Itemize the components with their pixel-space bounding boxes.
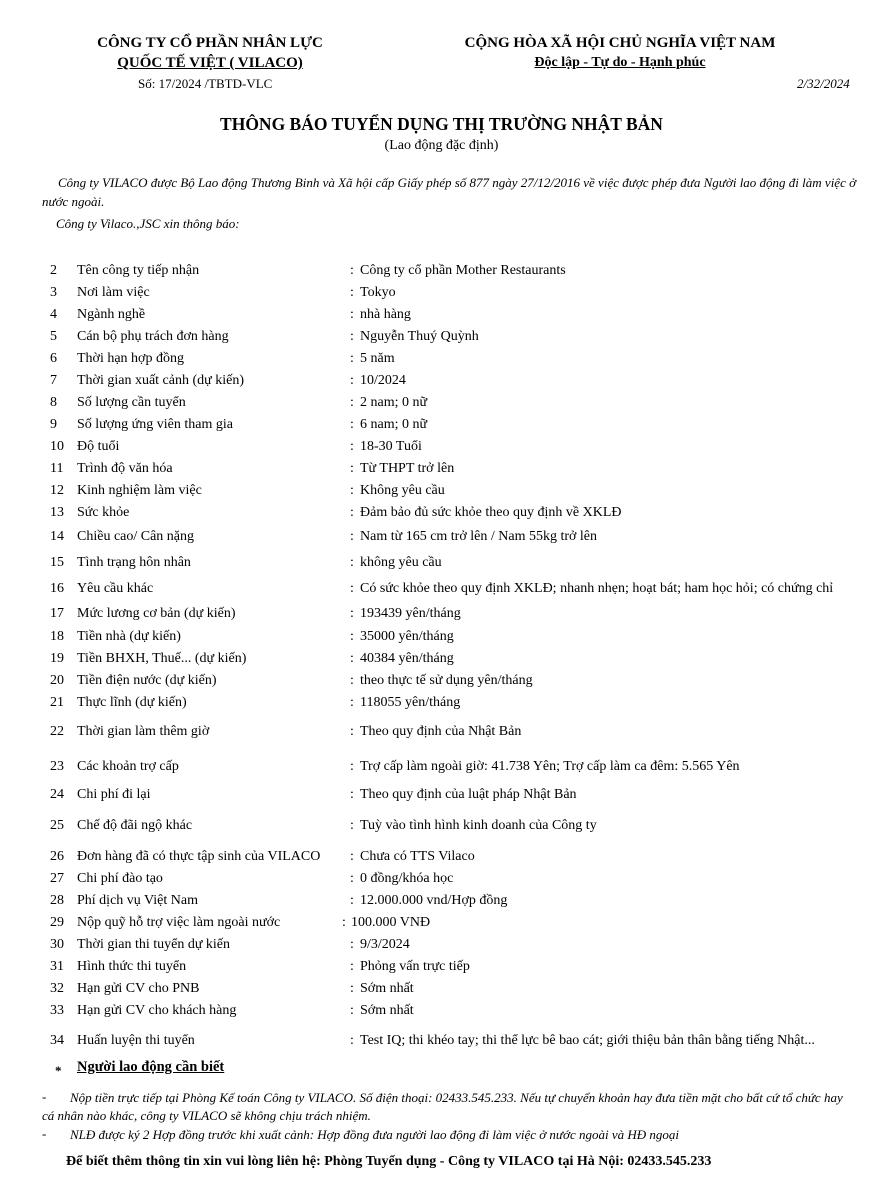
row-label: Ngành nghề <box>77 307 146 322</box>
row-value: 40384 yên/tháng <box>360 651 454 666</box>
info-row <box>0 329 883 351</box>
row-number: 20 <box>50 673 64 688</box>
row-colon: : <box>350 483 354 498</box>
info-row <box>0 937 883 959</box>
row-colon: : <box>342 915 346 930</box>
row-value: Tokyo <box>360 285 396 300</box>
info-row <box>0 959 883 981</box>
info-row <box>0 695 883 717</box>
row-number: 12 <box>50 483 64 498</box>
row-value: 18-30 Tuổi <box>360 439 422 454</box>
row-colon: : <box>350 329 354 344</box>
info-row <box>0 629 883 651</box>
contact-footer: Để biết thêm thông tin xin vui lòng liên hệ: Phòng Tuyển dụng - Công ty VILACO tại Hà Nội: 02433.545.233 <box>66 1154 712 1169</box>
info-row <box>0 818 883 840</box>
row-label: Kinh nghiệm làm việc <box>77 483 202 498</box>
row-number: 15 <box>50 555 64 570</box>
row-number: 25 <box>50 818 64 833</box>
info-row <box>0 787 883 809</box>
info-row <box>0 505 883 527</box>
row-number: 22 <box>50 724 64 739</box>
note-payment: Nộp tiền trực tiếp tại Phòng Kế toán Công ty VILACO. Số điện thoại: 02433.545.233. Nếu tự chuyển khoản hay đưa tiền mặt cho bất cứ tổ chức hay cá nhân nào khác, công ty VILACO sẽ không chịu trách nhiệm. <box>42 1090 843 1123</box>
note1-dash: - <box>42 1089 47 1104</box>
row-label: Đơn hàng đã có thực tập sinh của VILACO <box>77 849 321 864</box>
info-row <box>0 307 883 329</box>
national-motto: Độc lập - Tự do - Hạnh phúc <box>534 55 706 70</box>
row-label: Thực lĩnh (dự kiến) <box>77 695 187 710</box>
row-number: 9 <box>50 417 57 432</box>
row-label: Trình độ văn hóa <box>77 461 173 476</box>
info-row <box>0 285 883 307</box>
info-row <box>0 893 883 915</box>
info-row <box>0 395 883 417</box>
row-value: Công ty cổ phần Mother Restaurants <box>360 263 566 278</box>
row-number: 30 <box>50 937 64 952</box>
row-number: 14 <box>50 529 64 544</box>
row-number: 10 <box>50 439 64 454</box>
row-number: 13 <box>50 505 64 520</box>
row-colon: : <box>350 937 354 952</box>
row-label: Yêu cầu khác <box>77 581 154 596</box>
intro-paragraph: Công ty VILACO được Bộ Lao động Thương Binh và Xã hội cấp Giấy phép số 877 ngày 27/12/2016 về việc được phép đưa Người lao động đi làm việc ở nước ngoài. <box>42 175 857 209</box>
row-label: Tên công ty tiếp nhận <box>77 263 200 278</box>
announcement-line: Công ty Vilaco.,JSC xin thông báo: <box>56 216 240 231</box>
row-colon: : <box>350 417 354 432</box>
row-label: Thời hạn hợp đồng <box>77 351 184 366</box>
row-colon: : <box>350 439 354 454</box>
row-colon: : <box>350 629 354 644</box>
document-date: 2/32/2024 <box>797 76 850 91</box>
row-number: 11 <box>50 461 64 476</box>
row-label: Nộp quỹ hỗ trợ việc làm ngoài nước <box>77 915 281 930</box>
row-number: 23 <box>50 759 64 774</box>
row-label: Nơi làm việc <box>77 285 150 300</box>
row-label: Hình thức thi tuyển <box>77 959 187 974</box>
row-value: 0 đồng/khóa học <box>360 871 454 886</box>
row-value: 12.000.000 vnd/Hợp đồng <box>360 893 508 908</box>
row-value: Test IQ; thi khéo tay; thi thể lực bê bao cát; giới thiệu bản thân bằng tiếng Nhật... <box>360 1033 815 1048</box>
row-value: Phỏng vấn trực tiếp <box>360 959 470 974</box>
info-row <box>0 981 883 1003</box>
row-label: Chi phí đào tạo <box>77 871 163 886</box>
row-value: nhà hàng <box>360 307 411 322</box>
notes-heading: Người lao động cần biết <box>77 1059 225 1075</box>
row-label: Chiều cao/ Cân nặng <box>77 529 195 544</box>
row-number: 24 <box>50 787 64 802</box>
info-row <box>0 915 883 937</box>
row-number: 3 <box>50 285 57 300</box>
row-label: Chi phí đi lại <box>77 787 151 802</box>
row-colon: : <box>350 981 354 996</box>
info-row <box>0 461 883 483</box>
row-colon: : <box>350 818 354 833</box>
row-colon: : <box>350 695 354 710</box>
row-value: 193439 yên/tháng <box>360 606 461 621</box>
row-number: 17 <box>50 606 64 621</box>
row-value: Tuỳ vào tình hình kinh doanh của Công ty <box>360 818 597 833</box>
row-colon: : <box>350 606 354 621</box>
row-colon: : <box>350 787 354 802</box>
row-label: Mức lương cơ bản (dự kiến) <box>77 606 236 621</box>
row-value: Đảm bảo đủ sức khỏe theo quy định về XKLĐ <box>360 505 622 520</box>
row-label: Tiền nhà (dự kiến) <box>77 629 181 644</box>
info-row <box>0 555 883 577</box>
row-number: 18 <box>50 629 64 644</box>
row-colon: : <box>350 871 354 886</box>
row-value: Sớm nhất <box>360 981 414 996</box>
republic-title: CỘNG HÒA XÃ HỘI CHỦ NGHĨA VIỆT NAM <box>464 35 776 51</box>
row-label: Phí dịch vụ Việt Nam <box>77 893 199 908</box>
row-number: 7 <box>50 373 57 388</box>
page-subtitle: (Lao động đặc định) <box>384 138 499 153</box>
row-value: 118055 yên/tháng <box>360 695 461 710</box>
row-number: 28 <box>50 893 64 908</box>
row-number: 26 <box>50 849 64 864</box>
note-bullet: * <box>55 1063 62 1078</box>
info-row <box>0 263 883 285</box>
row-value: Sớm nhất <box>360 1003 414 1018</box>
row-value: không yêu cầu <box>360 555 442 570</box>
row-colon: : <box>350 529 354 544</box>
row-colon: : <box>350 724 354 739</box>
row-number: 31 <box>50 959 64 974</box>
row-value: Theo quy định của luật pháp Nhật Bản <box>360 787 577 802</box>
row-colon: : <box>350 263 354 278</box>
info-row <box>0 724 883 746</box>
row-colon: : <box>350 505 354 520</box>
info-row <box>0 1033 883 1055</box>
note-contracts: NLĐ được ký 2 Hợp đồng trước khi xuất cảnh: Hợp đồng đưa người lao động đi làm việc ở nước ngoài và HĐ ngoại <box>70 1127 679 1142</box>
company-name-line2: QUỐC TẾ VIỆT ( VILACO) <box>117 55 303 71</box>
row-value: 2 nam; 0 nữ <box>360 395 428 410</box>
row-label: Huấn luyện thi tuyển <box>77 1033 195 1048</box>
row-number: 34 <box>50 1033 64 1048</box>
row-label: Độ tuổi <box>77 439 120 454</box>
row-colon: : <box>350 849 354 864</box>
info-row <box>0 759 883 781</box>
row-colon: : <box>350 673 354 688</box>
info-row <box>0 439 883 461</box>
row-value: Từ THPT trở lên <box>360 461 455 476</box>
row-value: Không yêu cầu <box>360 483 445 498</box>
row-value: Trợ cấp làm ngoài giờ: 41.738 Yên; Trợ cấp làm ca đêm: 5.565 Yên <box>360 759 740 774</box>
row-label: Sức khỏe <box>77 505 130 520</box>
row-label: Thời gian thi tuyển dự kiến <box>77 937 231 952</box>
row-label: Tiền điện nước (dự kiến) <box>77 673 217 688</box>
info-row <box>0 651 883 673</box>
row-number: 5 <box>50 329 57 344</box>
row-number: 6 <box>50 351 57 366</box>
row-colon: : <box>350 1003 354 1018</box>
row-colon: : <box>350 1033 354 1048</box>
row-number: 16 <box>50 581 64 596</box>
row-value: 6 nam; 0 nữ <box>360 417 428 432</box>
row-number: 8 <box>50 395 57 410</box>
row-number: 33 <box>50 1003 64 1018</box>
row-colon: : <box>350 307 354 322</box>
row-colon: : <box>350 651 354 666</box>
row-number: 2 <box>50 263 57 278</box>
row-number: 19 <box>50 651 64 666</box>
row-colon: : <box>350 461 354 476</box>
info-row <box>0 871 883 893</box>
row-colon: : <box>350 395 354 410</box>
row-label: Thời gian làm thêm giờ <box>77 724 210 739</box>
row-colon: : <box>350 351 354 366</box>
row-value: 10/2024 <box>360 373 406 388</box>
info-row <box>0 417 883 439</box>
row-value: Nguyễn Thuý Quỳnh <box>360 329 479 344</box>
row-value: Theo quy định của Nhật Bản <box>360 724 522 739</box>
row-value: Có sức khỏe theo quy định XKLĐ; nhanh nhẹn; hoạt bát; ham học hỏi; có chứng chỉ <box>360 581 834 596</box>
row-label: Chế độ đãi ngộ khác <box>77 818 193 833</box>
document-number: Số: 17/2024 /TBTD-VLC <box>138 76 273 91</box>
row-value: 100.000 VNĐ <box>351 915 431 930</box>
info-row <box>0 849 883 871</box>
page-title: THÔNG BÁO TUYỂN DỤNG THỊ TRƯỜNG NHẬT BẢN <box>220 114 663 134</box>
info-row <box>0 351 883 373</box>
row-colon: : <box>350 555 354 570</box>
company-name-line1: CÔNG TY CỔ PHẦN NHÂN LỰC <box>97 35 323 51</box>
row-label: Tình trạng hôn nhân <box>77 555 191 570</box>
row-label: Hạn gửi CV cho PNB <box>77 981 200 996</box>
info-row <box>0 606 883 628</box>
row-value: 5 năm <box>360 351 395 366</box>
row-number: 29 <box>50 915 64 930</box>
row-label: Số lượng cần tuyển <box>77 395 186 410</box>
row-colon: : <box>350 893 354 908</box>
row-value: 35000 yên/tháng <box>360 629 454 644</box>
info-row <box>0 673 883 695</box>
info-row <box>0 581 883 603</box>
row-label: Tiền BHXH, Thuế... (dự kiến) <box>77 651 247 666</box>
row-value: theo thực tế sử dụng yên/tháng <box>360 673 533 688</box>
info-row <box>0 483 883 505</box>
row-number: 4 <box>50 307 57 322</box>
row-colon: : <box>350 373 354 388</box>
row-value: Chưa có TTS Vilaco <box>360 849 475 864</box>
info-row <box>0 529 883 551</box>
info-row <box>0 1003 883 1025</box>
row-number: 21 <box>50 695 64 710</box>
row-label: Hạn gửi CV cho khách hàng <box>77 1003 237 1018</box>
row-value: Nam từ 165 cm trở lên / Nam 55kg trở lên <box>360 529 598 544</box>
row-number: 27 <box>50 871 64 886</box>
row-label: Cán bộ phụ trách đơn hàng <box>77 329 229 344</box>
note2-dash: - <box>42 1126 47 1141</box>
row-number: 32 <box>50 981 64 996</box>
info-row <box>0 373 883 395</box>
row-label: Số lượng ứng viên tham gia <box>77 417 233 432</box>
row-label: Thời gian xuất cảnh (dự kiến) <box>77 373 244 388</box>
row-colon: : <box>350 959 354 974</box>
row-colon: : <box>350 285 354 300</box>
row-label: Các khoản trợ cấp <box>77 759 179 774</box>
row-colon: : <box>350 759 354 774</box>
row-colon: : <box>350 581 354 596</box>
row-value: 9/3/2024 <box>360 937 410 952</box>
